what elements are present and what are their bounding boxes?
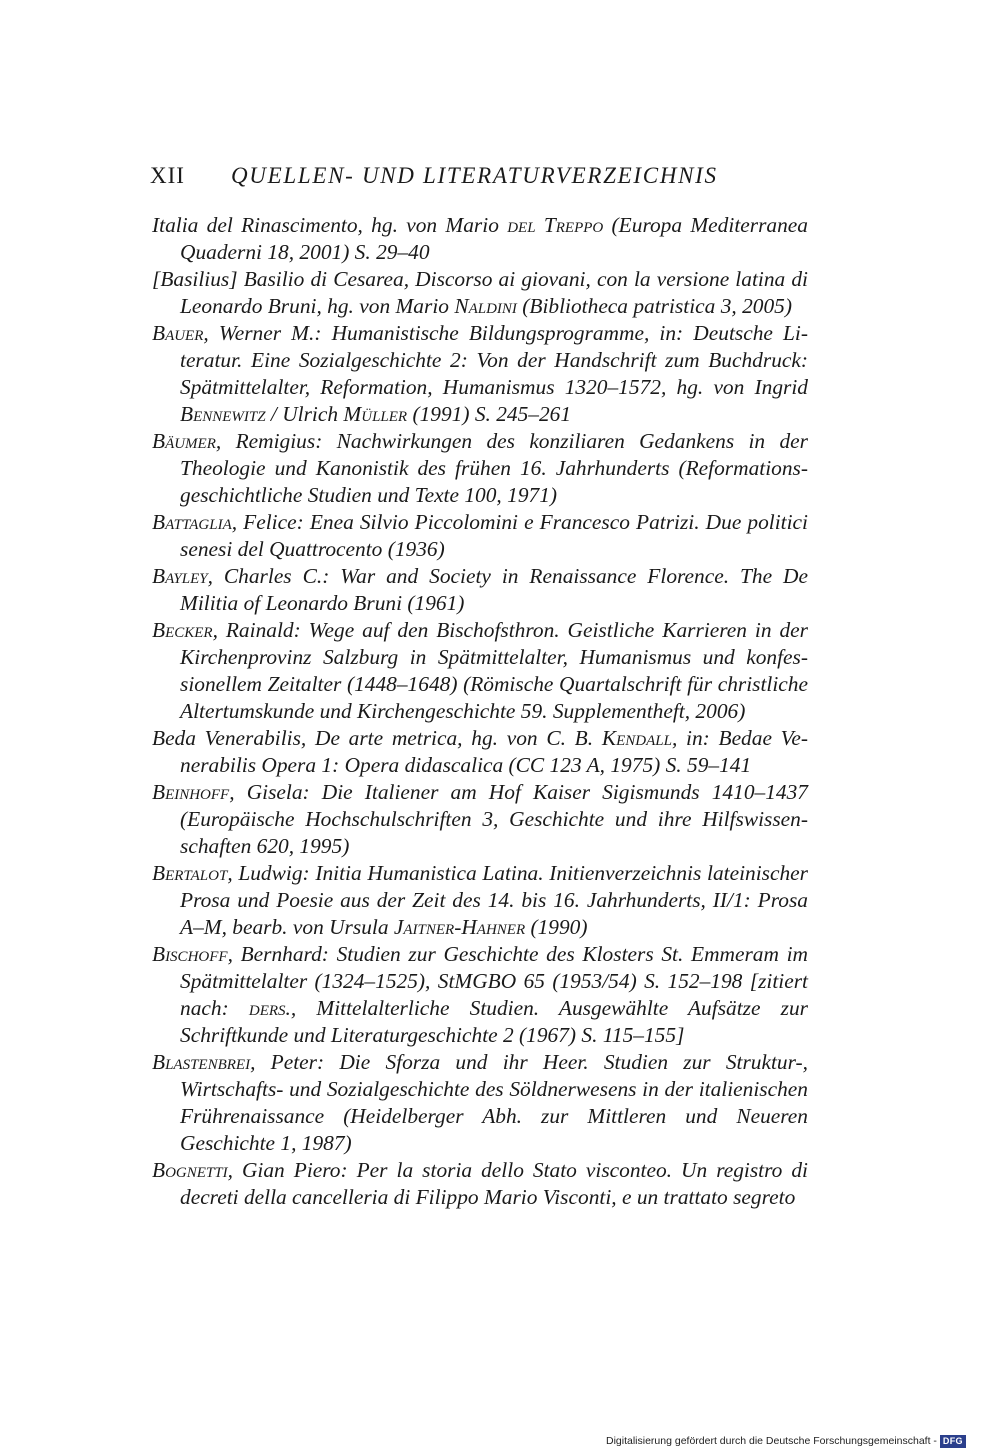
author-name: Bischoff: [152, 942, 228, 966]
entry-text: , Ludwig: Initia Humanistica Latina. Initienverzeichnis lateinischer Prosa und Poesie aus der Zeit des 14. bis 16. Jahrhunderts, II/1: Prosa A–M, bearb. von Ursula: [180, 861, 808, 939]
bibliography-entry: [152, 212, 808, 266]
author-name: Beinhoff: [152, 780, 230, 804]
bibliography-entry: [152, 1157, 808, 1211]
entry-text: , in: Bedae Venerabilis Opera 1: Opera didascalica (CC 123 A, 1975) S. 59–141: [180, 726, 808, 777]
entry-text: Italia del Rinascimento, hg. von Mario: [152, 213, 508, 237]
bibliography-entry: [152, 1049, 808, 1157]
entry-text: / Ulrich: [265, 402, 344, 426]
author-name: Bognetti: [152, 1158, 228, 1182]
bibliography-entry: [152, 779, 808, 860]
bibliography-entry: [152, 320, 808, 428]
bibliography-entry: [152, 428, 808, 509]
author-name: Bauer: [152, 321, 204, 345]
author-name: Blastenbrei: [152, 1050, 251, 1074]
bibliography-entry: [152, 725, 808, 779]
page-number: XII: [150, 163, 185, 188]
author-name: Bayley: [152, 564, 208, 588]
bibliography-list: [152, 212, 808, 1211]
bibliography-entry: [152, 860, 808, 941]
running-header: [150, 163, 810, 195]
bibliography-entry: [152, 563, 808, 617]
entry-text: , Mittelalterliche Studien. Ausgewählte Aufsätze zur Schriftkunde und Literaturgeschichte 2 (1967) S. 115–155]: [180, 996, 808, 1047]
author-name: Bertalot: [152, 861, 228, 885]
entry-text: , Remigius: Nachwirkungen des konziliaren Gedankens in der Theologie und Kanonistik des frühen 16. Jahrhunderts (Reformationsgeschichtliche Studien und Texte 100, 1971): [180, 429, 808, 507]
author-name: del Treppo: [507, 213, 604, 237]
entry-text: , Felice: Enea Silvio Piccolomini e Francesco Patrizi. Due politici senesi del Quattrocento (1936): [180, 510, 808, 561]
author-name: Bennewitz: [180, 402, 266, 426]
bibliography-entry: [152, 617, 808, 725]
entry-text: (Europa Mediterranea Quaderni 18, 2001) S. 29–40: [180, 213, 808, 264]
digitization-footer: [606, 1434, 966, 1448]
entry-text: , Rainald: Wege auf den Bischofsthron. Geistliche Karrieren in der Kirchenprovinz Salzburg in Spätmittelalter, Humanismus und konfessionellem Zeitalter (1448–1648) (Römische Quartalschrift für christliche Altertumskunde und Kirchengeschichte 59. Supplementheft, 2006): [180, 618, 808, 723]
entry-text: (Bibliotheca patristica 3, 2005): [516, 294, 792, 318]
author-name: Battaglia: [152, 510, 232, 534]
entry-text: , Gian Piero: Per la storia dello Stato visconteo. Un registro di decreti della cancelleria di Filippo Mario Visconti, e un trattato segreto: [180, 1158, 808, 1209]
bibliography-entry: [152, 266, 808, 320]
author-name: Kendall: [601, 726, 672, 750]
entry-text: Beda Venerabilis, De arte metrica, hg. von C. B.: [152, 726, 602, 750]
footer-text: Digitalisierung gefördert durch die Deutsche Forschungsgemeinschaft -: [606, 1435, 937, 1447]
running-title: QUELLEN- UND LITERATURVERZEICHNIS: [231, 163, 718, 188]
entry-text: , Bernhard: Studien zur Geschichte des Klosters St. Emmeram im Spätmittelalter (1324–1525), StMGBO 65 (1953/54) S. 152–198 [zitiert nach:: [180, 942, 808, 1020]
entry-text: , Gisela: Die Italiener am Hof Kaiser Sigismunds 1410–1437 (Europäische Hochschulschriften 3, Geschichte und ihre Hilfswissenschaften 620, 1995): [180, 780, 808, 858]
entry-text: , Charles C.: War and Society in Renaissance Florence. The De Militia of Leonardo Bruni (1961): [180, 564, 808, 615]
author-name: Naldini: [454, 294, 517, 318]
entry-text: (1990): [525, 915, 588, 939]
entry-text: (1991) S. 245–261: [407, 402, 572, 426]
author-name: Jaitner-Hahner: [393, 915, 526, 939]
author-name: Müller: [343, 402, 408, 426]
entry-text: , Werner M.: Humanistische Bildungsprogramme, in: Deutsche Literatur. Eine Sozialgeschichte 2: Von der Handschrift zum Buchdruck: Spätmittelalter, Reformation, Humanismus 1320–1572, hg. von Ingrid: [180, 321, 808, 399]
author-name: Bäumer: [152, 429, 216, 453]
bibliography-entry: [152, 941, 808, 1049]
bibliography-entry: [152, 509, 808, 563]
entry-text: , Peter: Die Sforza und ihr Heer. Studien zur Struktur-, Wirtschafts- und Sozialgeschichte des Söldnerwesens in der italienischen Frührenaissance (Heidelberger Abh. zur Mittleren und Neueren Geschichte 1, 1987): [180, 1050, 808, 1155]
author-name: ders.: [248, 996, 291, 1020]
dfg-logo: DFG: [940, 1435, 966, 1448]
author-name: Becker: [152, 618, 213, 642]
entry-text: [Basilius] Basilio di Cesarea, Discorso ai giovani, con la versione latina di Leonardo Bruni, hg. von Mario: [152, 267, 808, 318]
